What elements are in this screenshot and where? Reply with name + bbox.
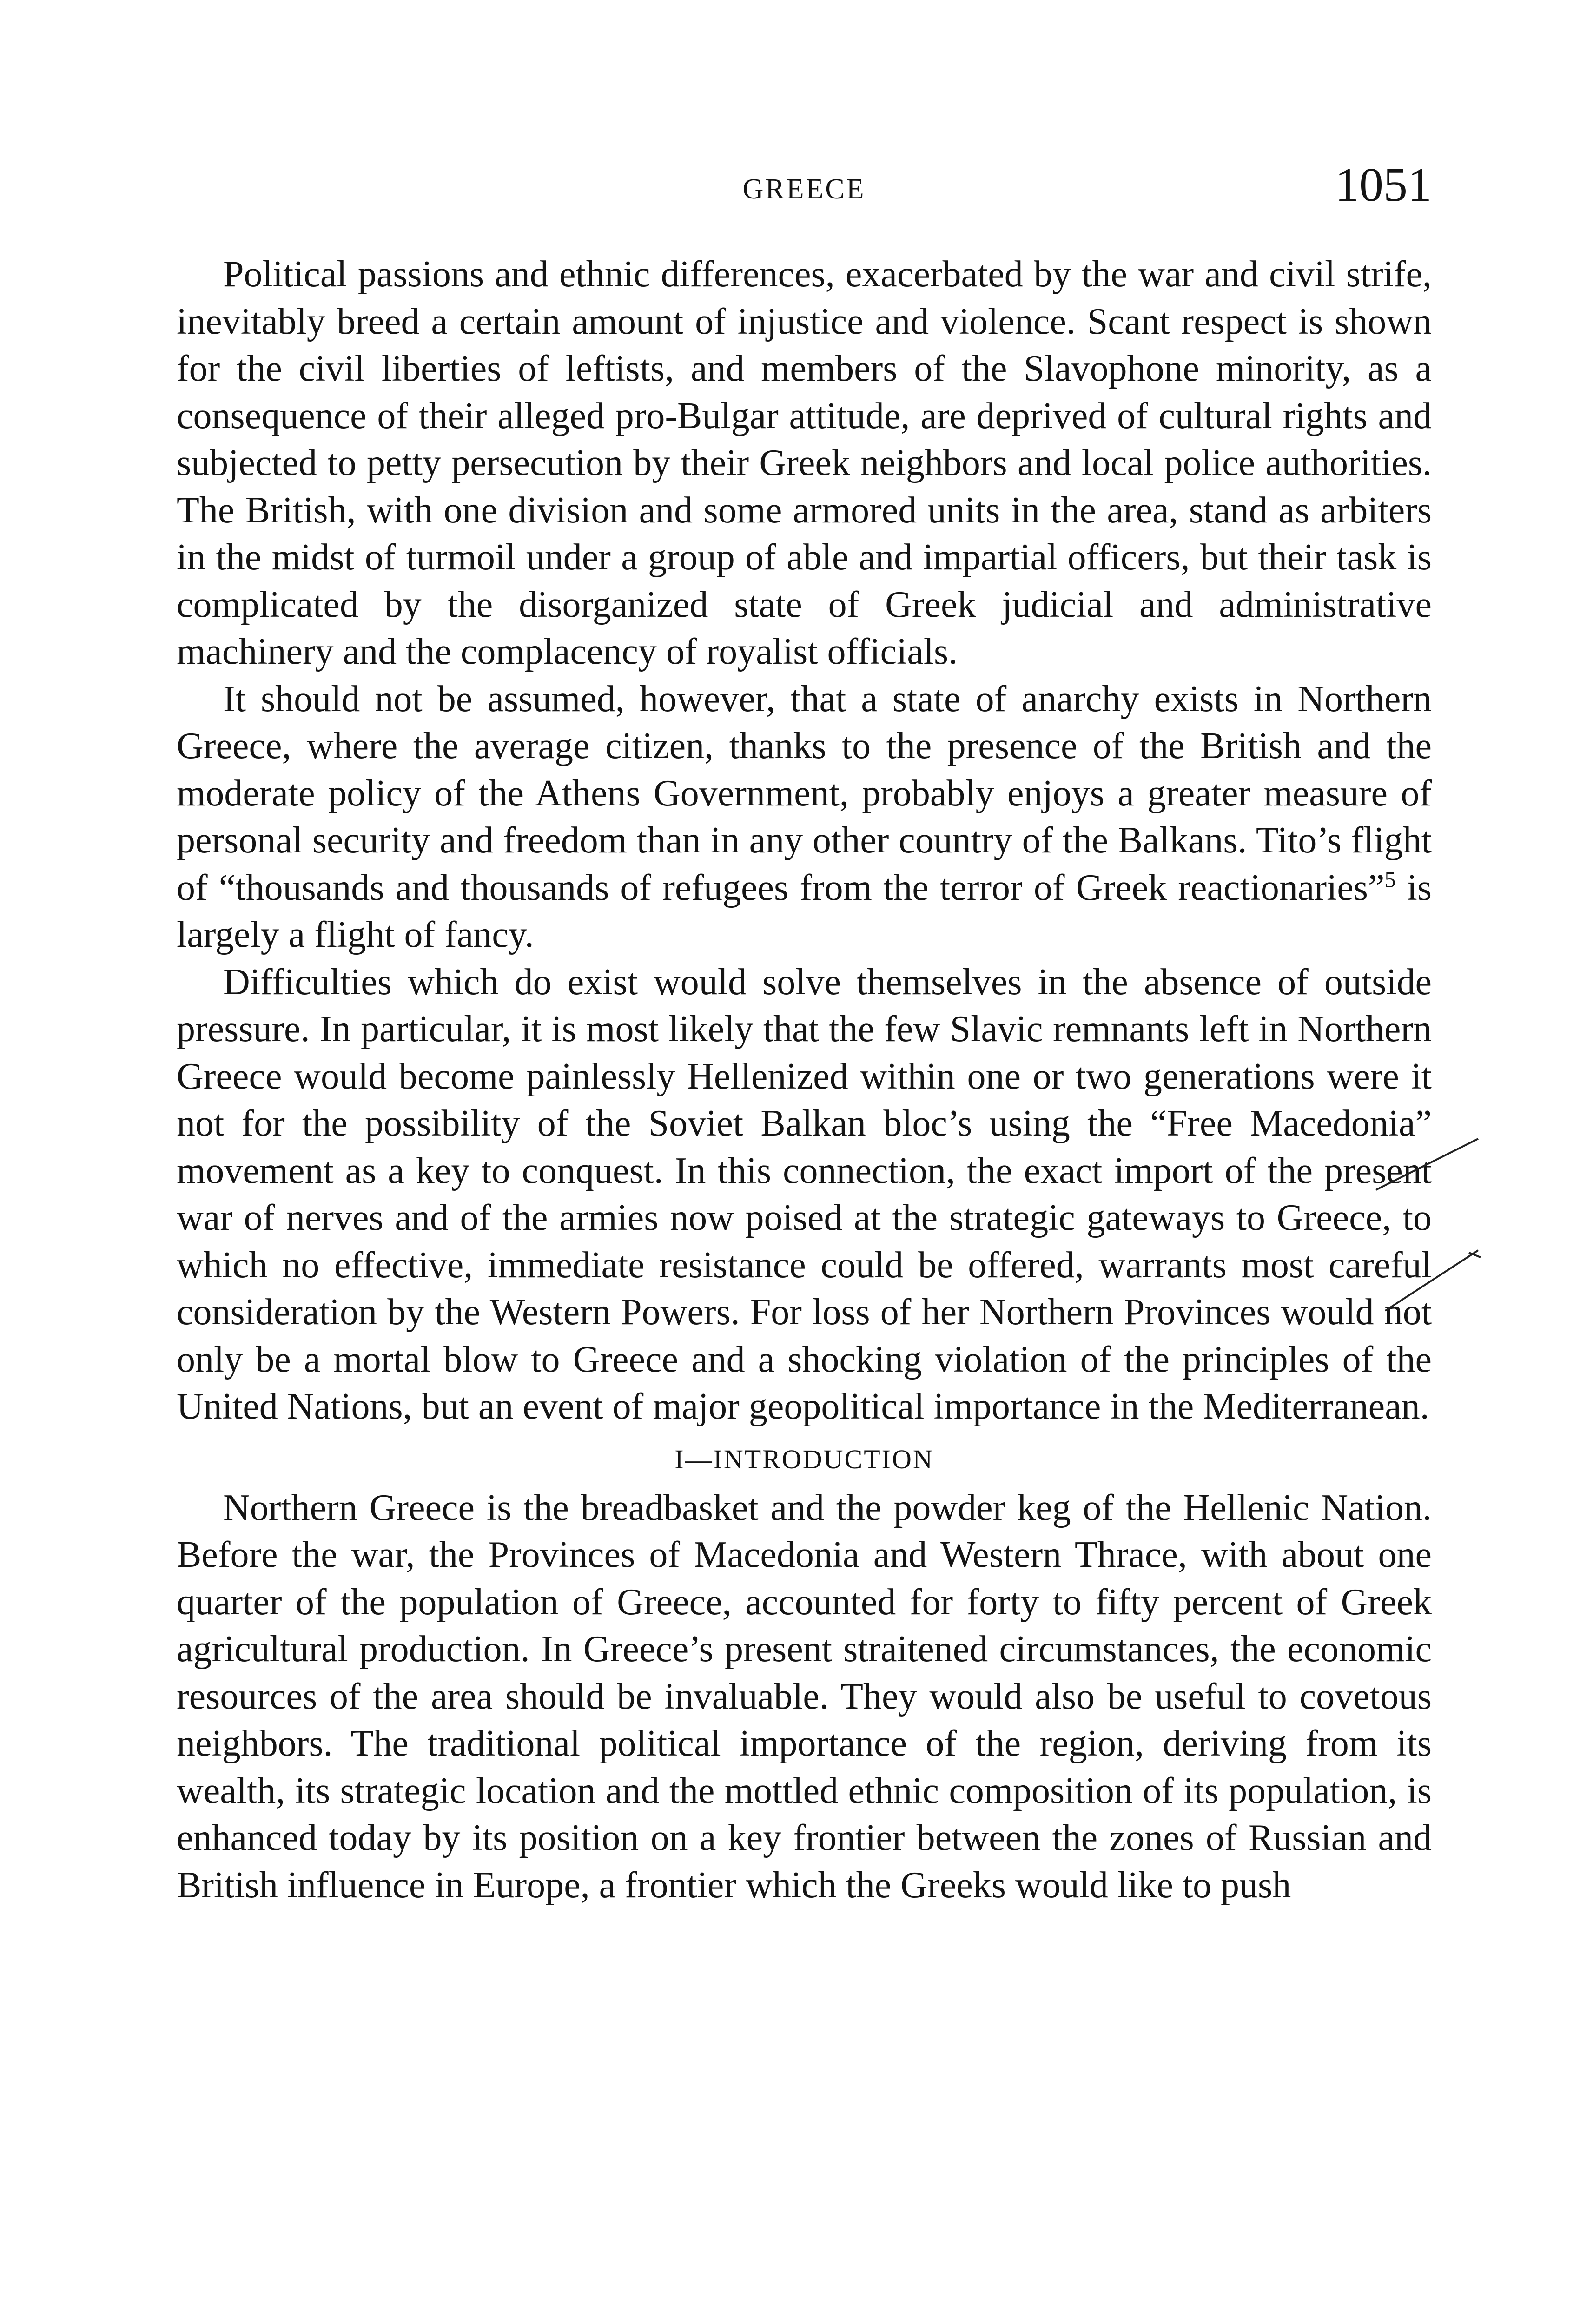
section-paragraph: Northern Greece is the breadbasket and the powder keg of the Hellenic Nation. Before the war, the Provinces of Macedonia and Western Thrace, with about one quarter of the population of Greece, accounted for forty to fifty percent of Greek agricultural production. In Greece’s present straitened circumstances, the economic resources of the area should be invaluable. They would also be useful to covetous neighbors. The traditional political importance of the region, deriving from its wealth, its strategic location and the mottled ethnic composition of its population, is enhanced today by its position on a key frontier between the zones of Russian and British influence in Europe, a frontier which the Greeks would like to push	[177, 1487, 1432, 1906]
margin-annotation-marks	[1367, 1134, 1553, 1367]
margin-pencil-stroke	[1376, 1139, 1478, 1190]
paragraph-3: Difficulties which do exist would solve themselves in the absence of outside pressure. In particular, it is most likely that the few Slavic remnants left in Northern Greece would become painlessly Hellenized within one or two generations were it not for the possibility of the Soviet Balkan bloc’s using the “Free Macedonia” movement as a key to conquest. In this connection, the exact import of the present war of nerves and of the armies now poised at the strategic gateways to Greece, to which no effective, immediate resistance could be offered, warrants most careful consideration by the Western Powers. For loss of her Northern Provinces would not only be a mortal blow to Greece and a shocking violation of the principles of the United Nations, but an event of major geopolitical importance in the Mediterranean.	[177, 961, 1432, 1427]
page-number: 1051	[1335, 158, 1432, 211]
running-head: GREECE	[742, 173, 866, 205]
paragraph-2-text: It should not be assumed, however, that a state of anarchy exists in Northern Greece, where the average citizen, thanks to the presence of the British and the moderate policy of the Athens Government, probably enjoys a greater measure of personal security and freedom than in any other country of the Balkans. Tito’s flight of “thousands and thousands of refugees from the terror of Greek reactionaries”	[177, 678, 1432, 908]
paragraph-2-text-continued: is largely a flight of fancy.	[177, 867, 1432, 955]
section-heading: I—INTRODUCTION	[674, 1444, 934, 1474]
footnote-reference: 5	[1384, 867, 1396, 892]
paragraph-2	[177, 676, 1432, 959]
margin-pencil-stroke	[1385, 1250, 1478, 1311]
paragraph-1: Political passions and ethnic differences, exacerbated by the war and civil strife, inevitably breed a certain amount of injustice and violence. Scant respect is shown for the civil liberties of leftists, and members of the Slavophone minority, as a consequence of their alleged pro-Bulgar attitude, are deprived of cultural rights and subjected to petty persecution by their Greek neighbors and local police authorities. The British, with one division and some armored units in the area, stand as arbiters in the midst of turmoil under a group of able and impartial officers, but their task is complicated by the disorganized state of Greek judicial and administrative machinery and the complacency of royalist officials.	[177, 254, 1432, 672]
page-header	[177, 157, 1432, 222]
body-text	[177, 251, 1432, 1909]
